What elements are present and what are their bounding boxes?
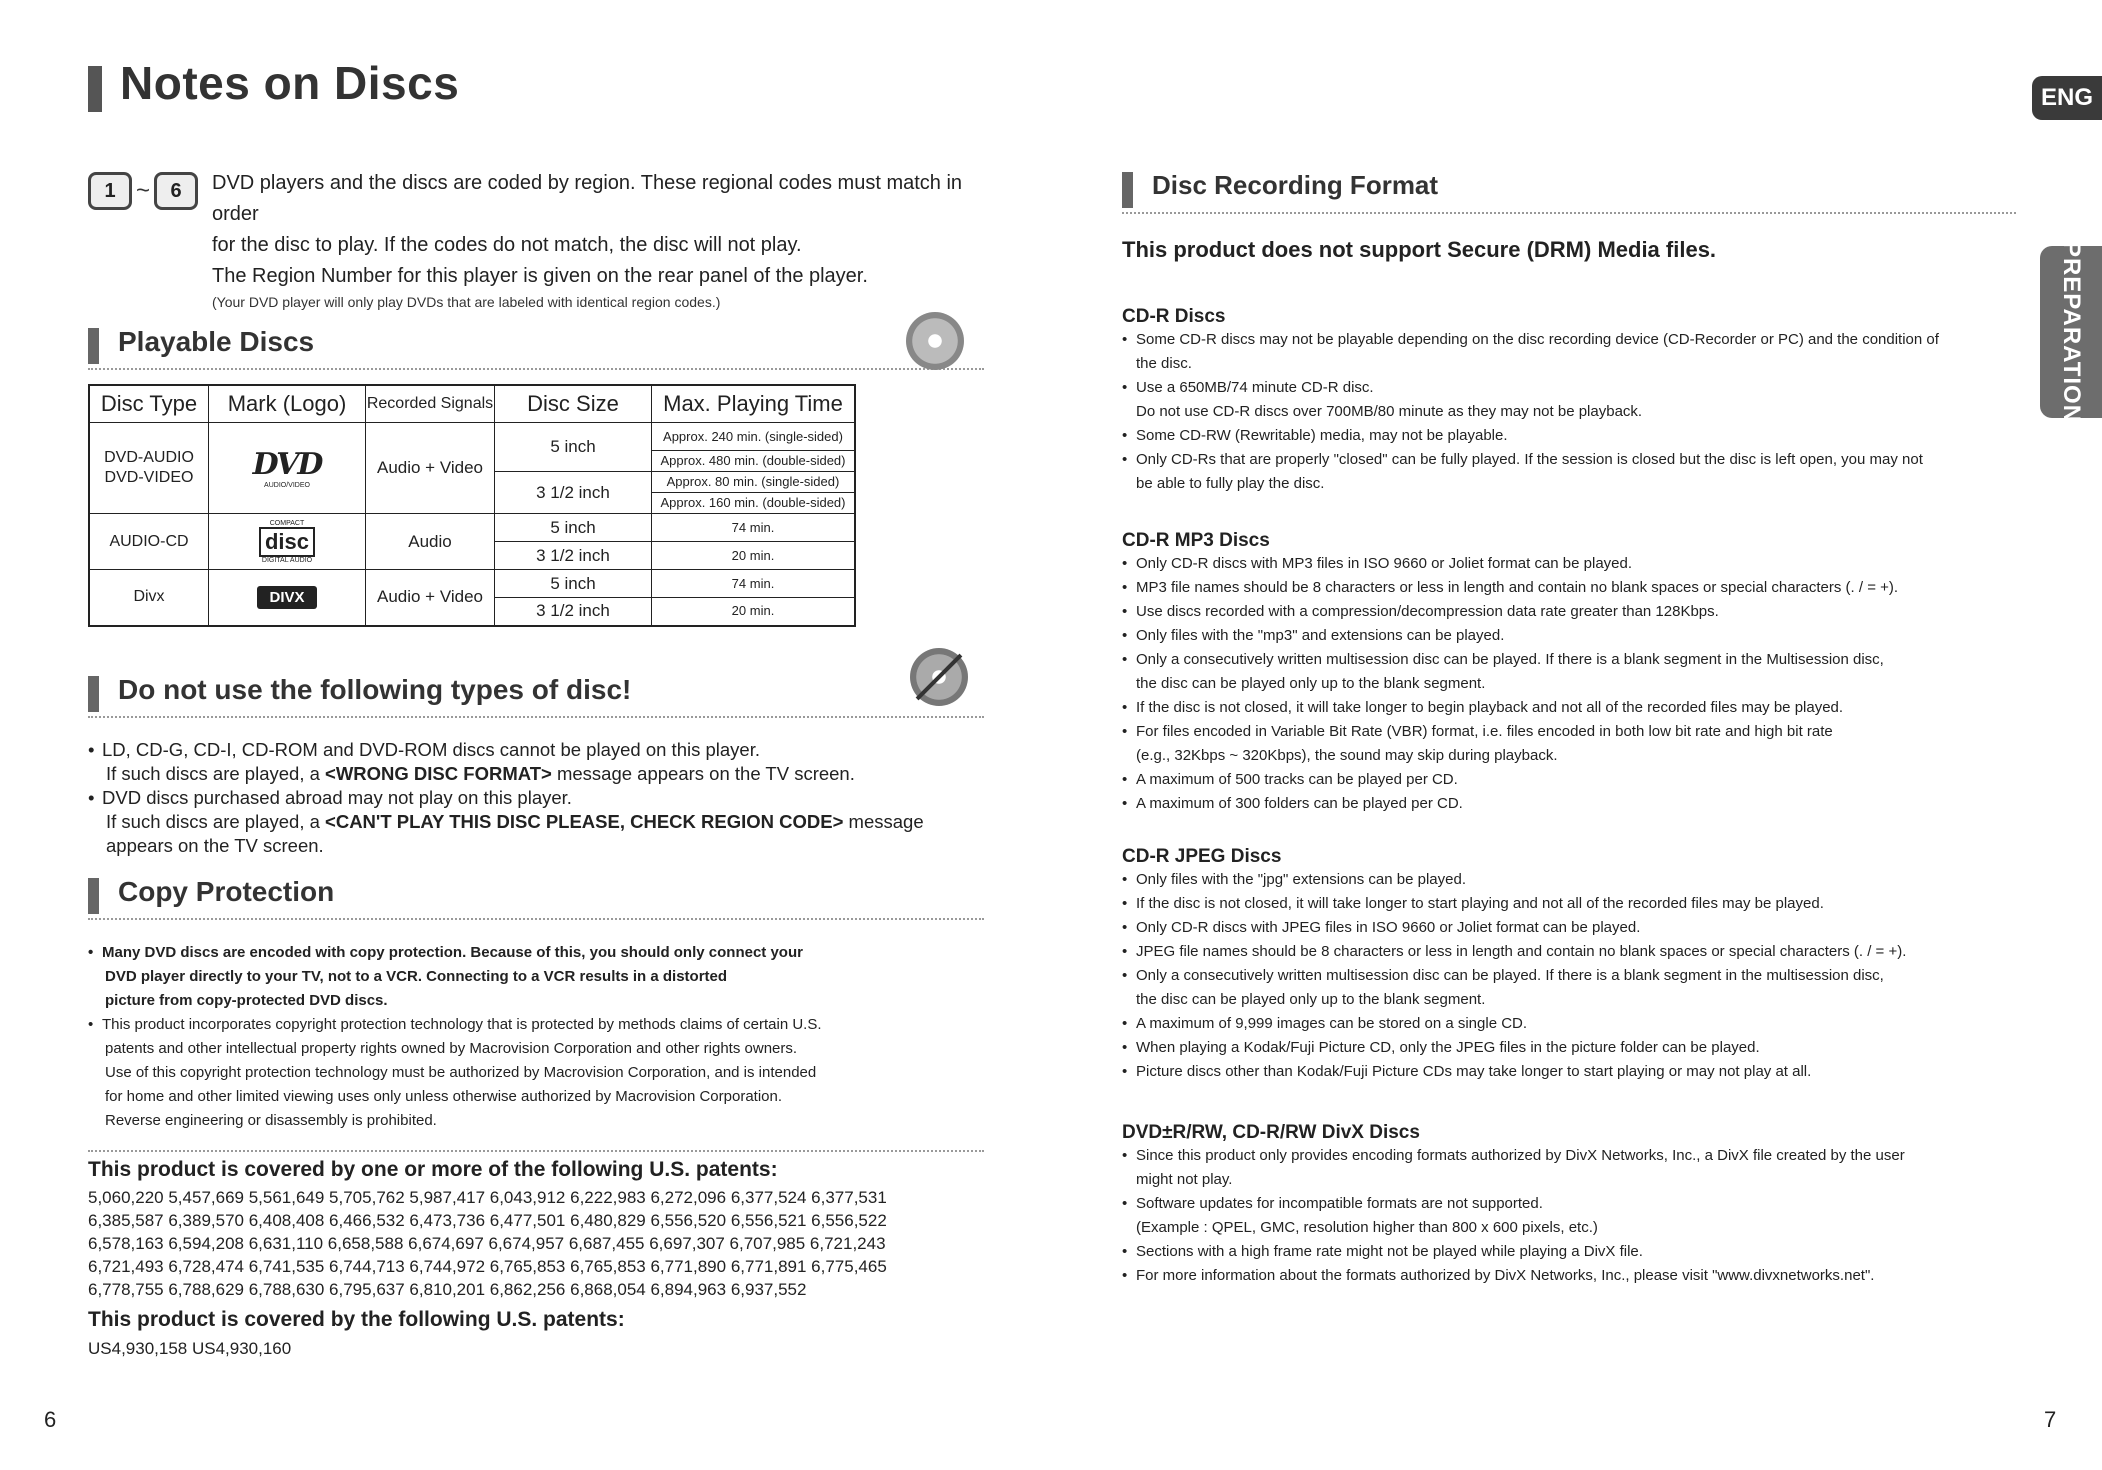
- mp3-section: [1122, 530, 2022, 816]
- list-item: • When playing a Kodak/Fuji Picture CD, only the JPEG files in the picture folder can be played.: [1122, 1036, 2022, 1060]
- jpeg-list: [1122, 868, 2022, 1084]
- list-item-continuation: If such discs are played, a <WRONG DISC FORMAT> message appears on the TV screen.: [106, 763, 855, 784]
- patent-row: 6,385,587 6,389,570 6,408,408 6,466,532 6,473,736 6,477,501 6,480,829 6,556,520 6,556,521 6,556,522: [88, 1211, 887, 1230]
- list-item-continuation: patents and other intellectual property rights owned by Macrovision Corporation and other rights owners.: [105, 1040, 798, 1057]
- patents-list-2: US4,930,158 US4,930,160: [88, 1339, 292, 1358]
- list-item: • JPEG file names should be 8 characters or less in length and contain no blank spaces or special characters (. / = +).: [1122, 940, 2022, 964]
- do-not-use-list: [88, 738, 988, 858]
- region-tilde: ~: [136, 177, 151, 204]
- list-item: • Use a 650MB/74 minute CD-R disc.: [1122, 376, 2022, 400]
- cd-logo: [209, 514, 366, 570]
- region-1-icon: 1: [88, 172, 132, 210]
- list-item: • Only CD-R discs with JPEG files in ISO 9660 or Joliet format can be played.: [1122, 916, 2022, 940]
- dvd-signal: Audio + Video: [366, 423, 495, 514]
- no-disc-icon: [910, 648, 968, 706]
- list-item: • DVD discs purchased abroad may not play on this player.: [88, 786, 988, 810]
- divx-list: [1122, 1144, 2022, 1288]
- list-item-continuation: for home and other limited viewing uses only unless otherwise authorized by Macrovision Corporation.: [105, 1088, 783, 1105]
- cd-time-2: 20 min.: [652, 542, 856, 570]
- list-item: • A maximum of 300 folders can be played per CD.: [1122, 792, 2022, 816]
- divx-logo-mark: DIVX: [257, 586, 316, 609]
- cd-signal: Audio: [366, 514, 495, 570]
- list-item: • Only CD-Rs that are properly "closed" can be fully played. If the session is closed but the disc is left open, you may not: [1122, 448, 2022, 472]
- cd-size-3: 3 1/2 inch: [495, 542, 652, 570]
- cdr-section: [1122, 306, 2022, 496]
- list-item: • If the disc is not closed, it will take longer to begin playback and not all of the recorded files may be played.: [1122, 696, 2022, 720]
- preparation-tab-label: PREPARATION: [2058, 240, 2085, 424]
- list-item: • Some CD-RW (Rewritable) media, may not be playable.: [1122, 424, 2022, 448]
- region-text: [212, 168, 992, 312]
- region-line-2: for the disc to play. If the codes do not match, the disc will not play.: [212, 234, 802, 256]
- divx-type: Divx: [89, 570, 209, 626]
- list-item: • Only a consecutively written multisession disc can be played. If there is a blank segment in the Multisession disc,: [1122, 648, 2022, 672]
- heading-bar: [1122, 172, 1133, 208]
- divx-size-5: 5 inch: [495, 570, 652, 598]
- list-item: • Only files with the "jpg" extensions can be played.: [1122, 868, 2022, 892]
- list-item: • Sections with a high frame rate might not be played while playing a DivX file.: [1122, 1240, 2022, 1264]
- list-item-continuation: Do not use CD-R discs over 700MB/80 minute as they may not be playback.: [1136, 403, 1643, 420]
- list-item-continuation: might not play.: [1136, 1171, 1233, 1188]
- dvd-types: DVD-AUDIO DVD-VIDEO: [89, 423, 209, 514]
- region-note: (Your DVD player will only play DVDs that are labeled with identical region codes.): [212, 294, 721, 310]
- preparation-tab: [2040, 240, 2102, 424]
- dvd-time-3: Approx. 80 min. (single-sided): [652, 472, 856, 493]
- patent-row: 6,778,755 6,788,629 6,788,630 6,795,637 6,810,201 6,862,256 6,868,054 6,894,963 6,937,552: [88, 1280, 807, 1299]
- copy-protection-heading: [88, 876, 984, 920]
- do-not-use-heading: [88, 674, 984, 718]
- list-item: • LD, CD-G, CD-I, CD-ROM and DVD-ROM discs cannot be played on this player.: [88, 738, 988, 762]
- page-title: Notes on Discs: [120, 57, 460, 109]
- col-recorded-signals: Recorded Signals: [366, 385, 495, 423]
- heading-bar: [88, 328, 99, 364]
- disc-recording-format-heading: [1122, 170, 2016, 214]
- cdr-list: [1122, 328, 2022, 496]
- list-item: • For more information about the formats authorized by DivX Networks, Inc., please visit "www.divxnetworks.net".: [1122, 1264, 2022, 1288]
- col-disc-size: Disc Size: [495, 385, 652, 423]
- cd-time-1: 74 min.: [652, 514, 856, 542]
- list-item-continuation: (Example : QPEL, GMC, resolution higher than 800 x 600 pixels, etc.): [1136, 1219, 1598, 1236]
- playable-discs-heading: [88, 326, 984, 370]
- cd-logo-sub: DIGITAL AUDIO: [261, 556, 313, 564]
- divx-size-3: 3 1/2 inch: [495, 598, 652, 626]
- patent-row: 5,060,220 5,457,669 5,561,649 5,705,762 5,987,417 6,043,912 6,222,983 6,272,096 6,377,524 6,377,531: [88, 1188, 887, 1207]
- dvd-time-2: Approx. 480 min. (double-sided): [652, 451, 856, 472]
- col-max-playing-time: Max. Playing Time: [652, 385, 856, 423]
- page-number-right: 7: [2044, 1407, 2057, 1432]
- region-icons: [88, 172, 198, 210]
- dvd-logo-mark: DVD: [252, 447, 322, 482]
- playable-discs-title: Playable Discs: [118, 326, 315, 357]
- list-item-continuation: the disc can be played only up to the blank segment.: [1136, 991, 1486, 1008]
- list-item: • Picture discs other than Kodak/Fuji Picture CDs may take longer to start playing or may not play at all.: [1122, 1060, 2022, 1084]
- list-item: • If the disc is not closed, it will take longer to start playing and not all of the recorded files may be played.: [1122, 892, 2022, 916]
- jpeg-heading: CD-R JPEG Discs: [1122, 846, 1282, 867]
- cd-type: AUDIO-CD: [89, 514, 209, 570]
- list-item: • Since this product only provides encoding formats authorized by DivX Networks, Inc., a DivX file created by the user: [1122, 1144, 2022, 1168]
- copy-protection-list: [88, 941, 988, 1133]
- divx-logo: [209, 570, 366, 626]
- cd-logo-top: COMPACT: [269, 519, 305, 527]
- do-not-use-title: Do not use the following types of disc!: [118, 674, 632, 705]
- table-row-divx: [89, 570, 855, 598]
- copy-protection-title: Copy Protection: [118, 876, 335, 907]
- list-item: • Software updates for incompatible formats are not supported.: [1122, 1192, 2022, 1216]
- copy-divider: [88, 1150, 984, 1152]
- list-item: • Some CD-R discs may not be playable depending on the disc recording device (CD-Recorder or PC) and the condition of: [1122, 328, 2022, 352]
- dvd-size-3: 3 1/2 inch: [495, 472, 652, 514]
- list-item: • Only a consecutively written multisession disc can be played. If there is a blank segment in the multisession disc,: [1122, 964, 2022, 988]
- patent-row: 6,721,493 6,728,474 6,741,535 6,744,713 6,744,972 6,765,853 6,765,853 6,771,890 6,771,891 6,775,465: [88, 1257, 887, 1276]
- list-item-continuation: DVD player directly to your TV, not to a VCR. Connecting to a VCR results in a distorted: [105, 968, 728, 985]
- dvd-logo: [209, 423, 366, 514]
- mp3-list: [1122, 552, 2022, 816]
- patents-list-1: [88, 1186, 887, 1301]
- mp3-heading: CD-R MP3 Discs: [1122, 530, 1270, 551]
- list-item-continuation: Reverse engineering or disassembly is prohibited.: [105, 1112, 437, 1129]
- list-item-continuation: be able to fully play the disc.: [1136, 475, 1325, 492]
- list-item: • This product incorporates copyright protection technology that is protected by methods claims of certain U.S.: [88, 1013, 988, 1037]
- patents-title-2: This product is covered by the following U.S. patents:: [88, 1308, 625, 1331]
- divx-heading: DVD±R/RW, CD-R/RW DivX Discs: [1122, 1122, 1420, 1143]
- patent-row: 6,578,163 6,594,208 6,631,110 6,658,588 6,674,697 6,674,957 6,687,455 6,697,307 6,707,985 6,721,243: [88, 1234, 886, 1253]
- title-bar-accent: [88, 66, 102, 112]
- disc-recording-format-title: Disc Recording Format: [1152, 170, 1439, 200]
- dvd-time-1: Approx. 240 min. (single-sided): [652, 423, 856, 451]
- list-item-continuation: the disc can be played only up to the blank segment.: [1136, 675, 1486, 692]
- list-item: • MP3 file names should be 8 characters or less in length and contain no blank spaces or special characters (. / = +).: [1122, 576, 2022, 600]
- list-item-continuation: If such discs are played, a <CAN'T PLAY THIS DISC PLEASE, CHECK REGION CODE> message: [106, 811, 924, 832]
- divx-time-1: 74 min.: [652, 570, 856, 598]
- jpeg-section: [1122, 846, 2022, 1084]
- list-item: • Only CD-R discs with MP3 files in ISO 9660 or Joliet format can be played.: [1122, 552, 2022, 576]
- list-item-continuation: the disc.: [1136, 355, 1192, 372]
- divx-time-2: 20 min.: [652, 598, 856, 626]
- list-item-continuation: Use of this copyright protection technology must be authorized by Macrovision Corporation, and is intended: [105, 1064, 817, 1081]
- list-item: • For files encoded in Variable Bit Rate (VBR) format, i.e. files encoded in both low bit rate and high bit rate: [1122, 720, 2022, 744]
- list-item-continuation: (e.g., 32Kbps ~ 320Kbps), the sound may skip during playback.: [1136, 747, 1558, 764]
- disc-icon: [906, 312, 964, 370]
- cd-size-5: 5 inch: [495, 514, 652, 542]
- heading-bar: [88, 676, 99, 712]
- list-item-continuation: picture from copy-protected DVD discs.: [105, 992, 388, 1009]
- col-mark-logo: Mark (Logo): [209, 385, 366, 423]
- list-item: • Many DVD discs are encoded with copy protection. Because of this, you should only connect your: [88, 941, 988, 965]
- table-row-dvd: [89, 423, 855, 451]
- list-item: • Use discs recorded with a compression/decompression data rate greater than 128Kbps.: [1122, 600, 2022, 624]
- page-number-left: 6: [44, 1407, 57, 1432]
- dvd-time-4: Approx. 160 min. (double-sided): [652, 493, 856, 514]
- region-line-3: The Region Number for this player is given on the rear panel of the player.: [212, 265, 868, 287]
- region-6-icon: 6: [154, 172, 198, 210]
- cd-logo-mark: disc: [259, 527, 315, 557]
- region-line-1: DVD players and the discs are coded by region. These regional codes must match in order: [212, 172, 963, 225]
- cdr-heading: CD-R Discs: [1122, 306, 1226, 327]
- list-item: • Only files with the "mp3" and extensions can be played.: [1122, 624, 2022, 648]
- dvd-size-5: 5 inch: [495, 423, 652, 472]
- patents-title-1: This product is covered by one or more of the following U.S. patents:: [88, 1158, 778, 1181]
- drm-notice: This product does not support Secure (DRM) Media files.: [1122, 237, 1717, 262]
- heading-bar: [88, 878, 99, 914]
- dvd-logo-sub: AUDIO/VIDEO: [264, 482, 310, 489]
- divx-signal: Audio + Video: [366, 570, 495, 626]
- language-tab: ENG: [2032, 76, 2102, 120]
- list-item: • A maximum of 500 tracks can be played per CD.: [1122, 768, 2022, 792]
- list-item: • A maximum of 9,999 images can be stored on a single CD.: [1122, 1012, 2022, 1036]
- table-row-cd: [89, 514, 855, 542]
- playable-discs-table: [88, 384, 856, 627]
- col-disc-type: Disc Type: [89, 385, 209, 423]
- list-item-continuation: appears on the TV screen.: [106, 835, 324, 856]
- divx-section: [1122, 1122, 2022, 1288]
